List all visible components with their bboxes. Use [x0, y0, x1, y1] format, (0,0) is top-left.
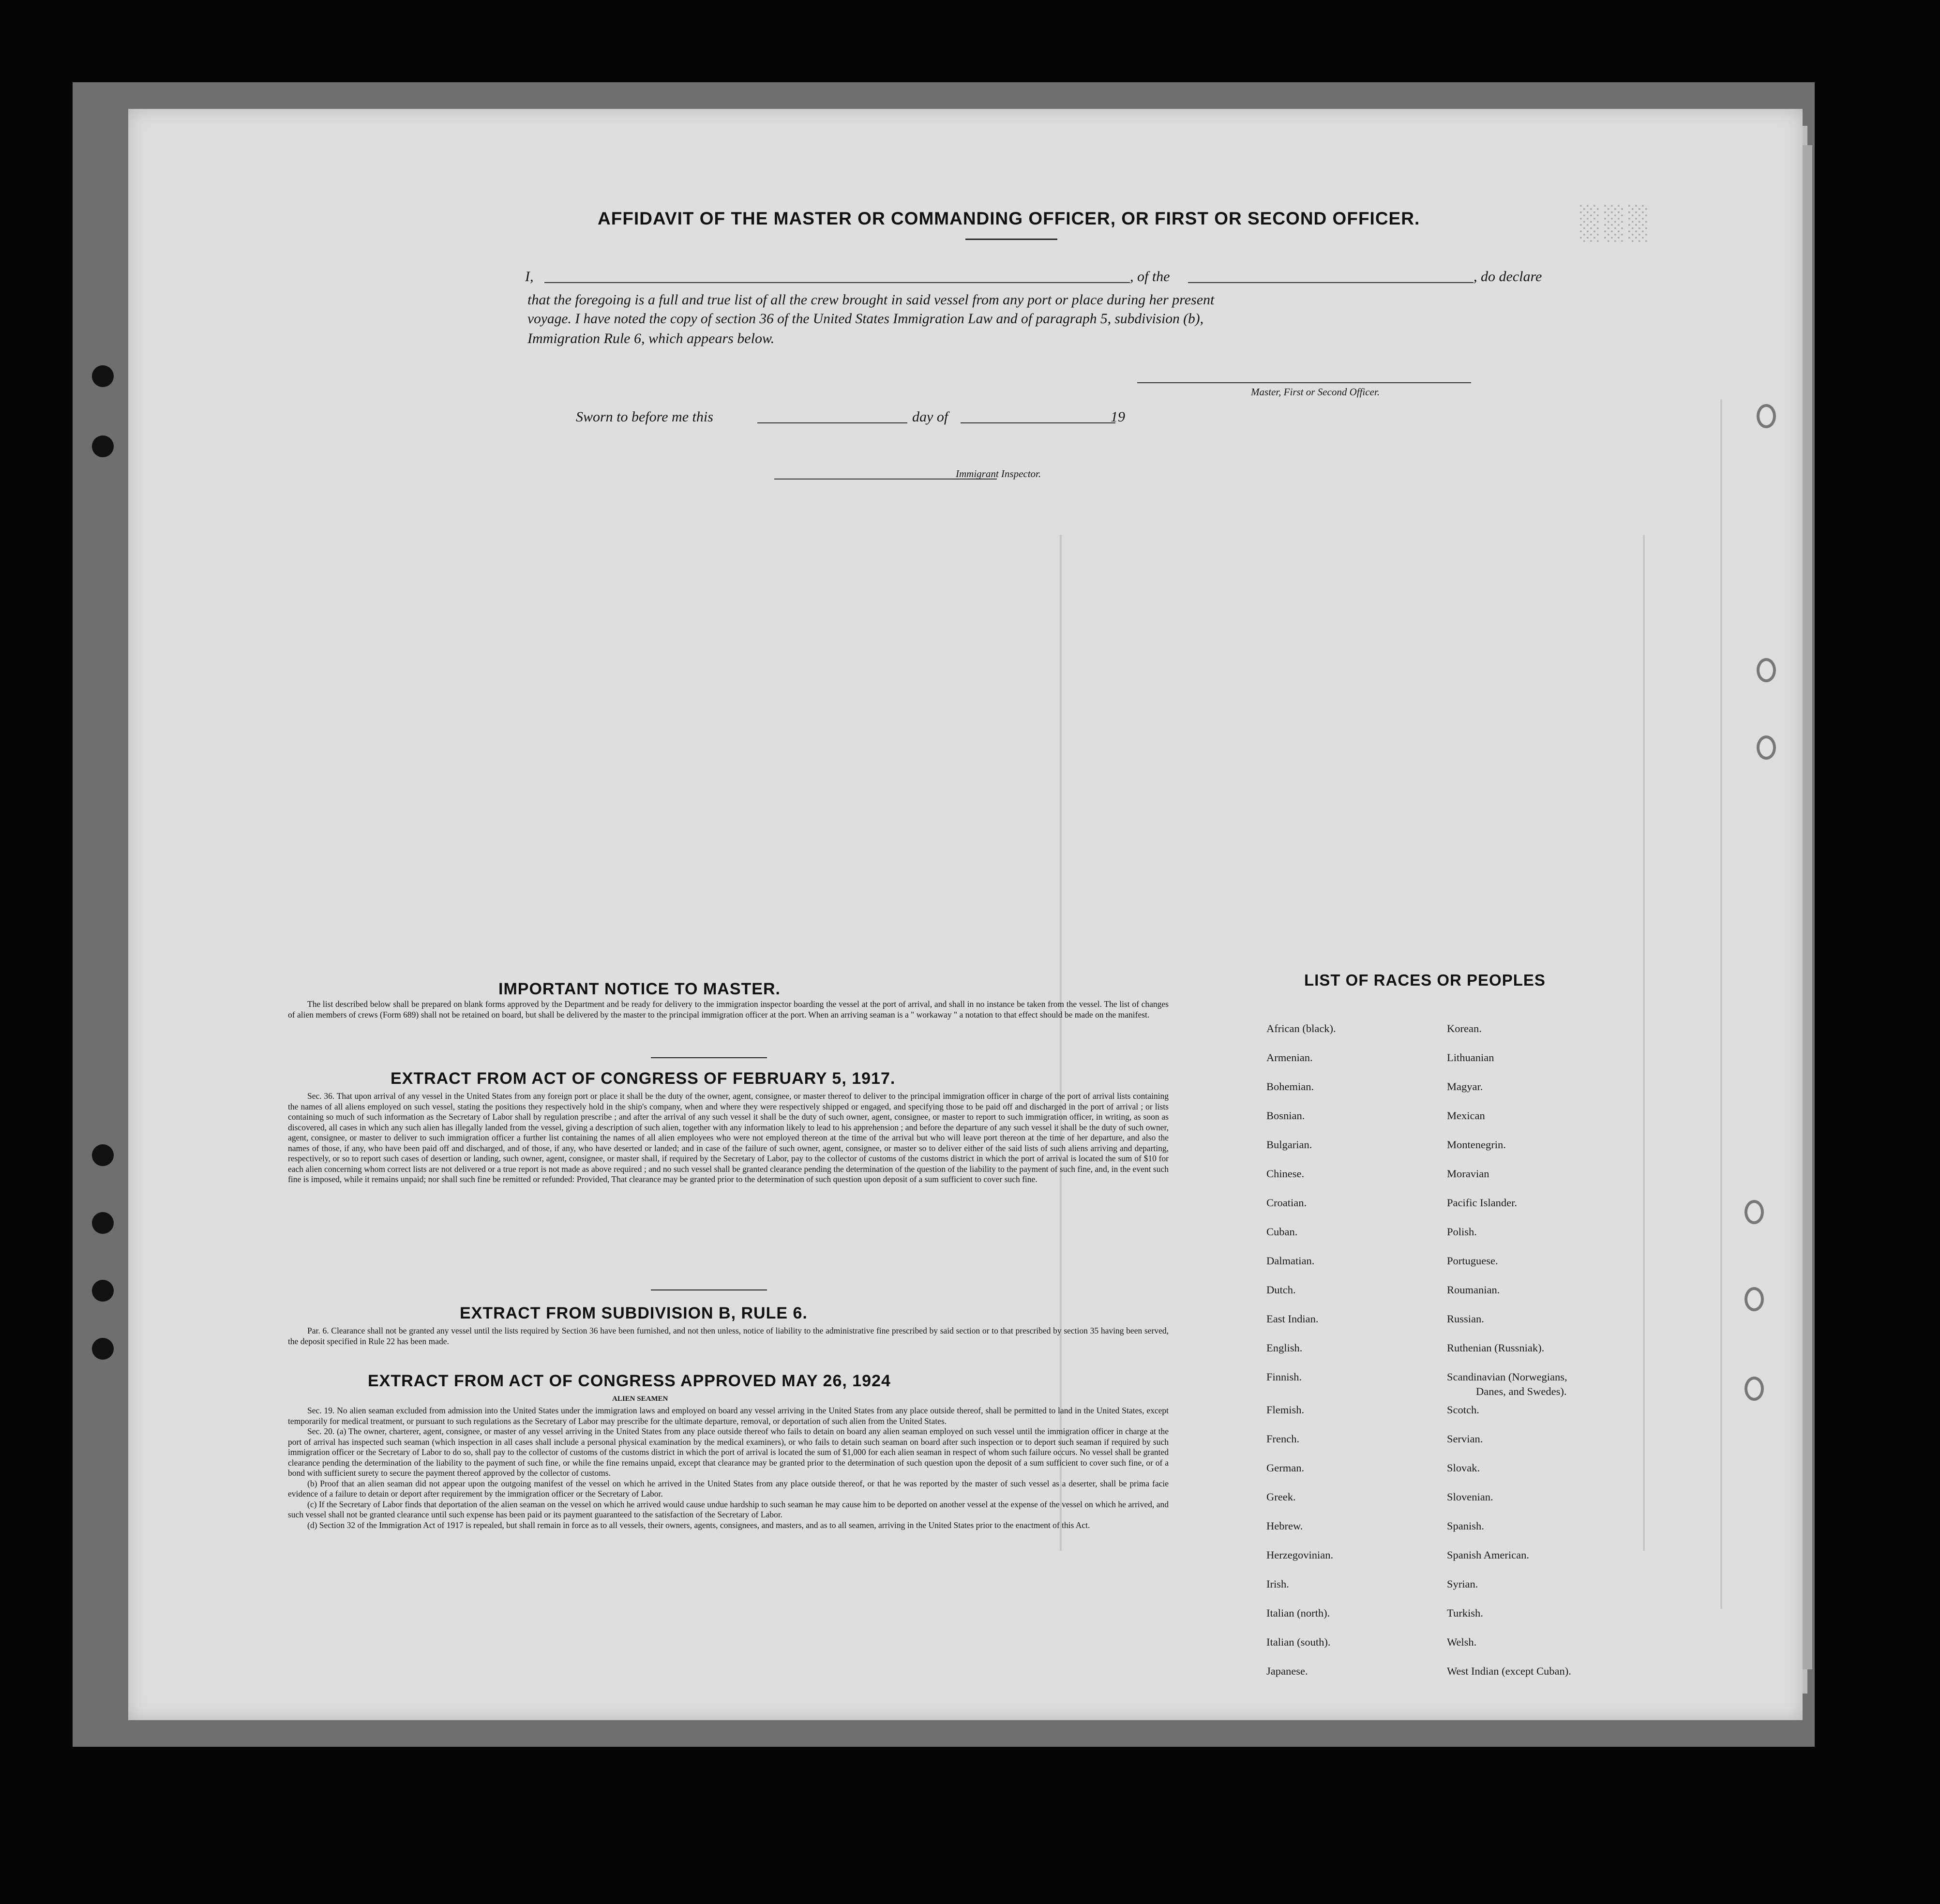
race-item: West Indian (except Cuban).	[1447, 1665, 1571, 1677]
extract-1917-body	[288, 1091, 1169, 1185]
extract-1924-sec20b: (b) Proof that an alien seaman did not appear upon the outgoing manifest of the vessel on which he arrived in the United States from any place outside thereof, or that he was reported by the master of such vessel as a deserter, shall be prima facie evidence of a failure to detain or deport after requirement by the immigration officer or the Secretary of Labor.	[288, 1478, 1169, 1499]
affidavit-i: I,	[525, 269, 534, 285]
race-item: Lithuanian	[1447, 1051, 1494, 1064]
affidavit-line-2: that the foregoing is a full and true list of all the crew brought in said vessel from any port or place during her present	[527, 292, 1215, 308]
race-item: Spanish.	[1447, 1520, 1484, 1532]
extract-1917-paragraph: Sec. 36. That upon arrival of any vessel in the United States from any foreign port or place it shall be the duty of the owner, agent, consignee, or master thereof to deliver to the principal immigration officer in charge of the port of arrival lists containing the names of all aliens employed on such vessel, stating the positions they respectively hold in the ship's company, when and where they were respectively shipped or engaged, and specifying those to be paid off and discharged in the port of arrival ; or lists containing so much of such information as the Secretary of Labor shall by regulation prescribe ; and after the arrival of any such vessel it shall be the duty of such owner, agent, consignee, or master to report to such immigration officer, in writing, as soon as discovered, all cases in which any such alien has illegally landed from the vessel, giving a description of such alien, together with any information likely to lead to his apprehension ; and before the departure of any such vessel it shall be the duty of such owner, agent, consignee, or master to deliver to such immigration officer a further list containing the names of all alien employees who were not employed thereon at the time of the arrival but who will leave port thereon at the time of her departure, and also the names of those, if any, who have been paid off and discharged, and of those, if any, who have deserted or landed; and in case of the failure of such owner, agent, consignee, or master so to deliver either of the said lists of such aliens arriving and departing, respectively, or so to report such cases of desertion or landing, such owner, agent, consignee, or master shall, if required by the Secretary of Labor, pay to the collector of customs of the customs district in which the port of arrival is located the sum of $10 for each alien concerning whom correct lists are not delivered or a true report is not made as above required ; and no such vessel shall be granted clearance pending the determination of the question of the liability to the payment of such fine, and, in the event such fine is imposed, while it remains unpaid; nor shall such fine be remitted or refunded: Provided, That clearance may be granted prior to the determination of such question upon deposit of a sum sufficient to cover such fine.	[288, 1091, 1169, 1184]
punch-hole	[92, 1338, 114, 1360]
affidavit-declare: , do declare	[1474, 269, 1542, 285]
extract-rule6-title: EXTRACT FROM SUBDIVISION B, RULE 6.	[460, 1304, 808, 1322]
race-item: German.	[1266, 1462, 1305, 1474]
race-item: Slovenian.	[1447, 1491, 1493, 1503]
affidavit-of-the: , of the	[1130, 269, 1170, 285]
punch-hole	[92, 1280, 114, 1302]
race-item: Croatian.	[1266, 1197, 1307, 1209]
race-item: Montenegrin.	[1447, 1139, 1506, 1151]
extract-1924-sec20c: (c) If the Secretary of Labor finds that deportation of the alien seaman on the vessel on which he arrived would cause undue hardship to such seaman he may cause him to be deported on another vessel at the expense of the vessel on which he arrived, and such vessel shall not be granted clearance until such expense has been paid or its payment guaranteed to the satisfaction of the Secretary of Labor.	[288, 1499, 1169, 1519]
sworn-prefix: Sworn to before me this	[576, 409, 713, 425]
race-item: Italian (south).	[1266, 1636, 1331, 1648]
signature-line	[1137, 382, 1471, 383]
race-item: Slovak.	[1447, 1462, 1480, 1474]
race-item: Servian.	[1447, 1433, 1483, 1445]
race-item: Irish.	[1266, 1578, 1289, 1590]
extract-rule6-paragraph: Par. 6. Clearance shall not be granted any vessel until the lists required by Section 36 have been furnished, and not then unless, notice of liability to the administrative fine prescribed by said section or to that prescribed by section 35 having been served, the deposit specified in Rule 22 has been made.	[288, 1326, 1169, 1346]
race-item: Ruthenian (Russniak).	[1447, 1342, 1545, 1354]
binder-ring-hole	[1744, 1287, 1764, 1311]
extract-1924-subtitle: ALIEN SEAMEN	[612, 1395, 668, 1403]
binder-ring-hole	[1744, 1377, 1764, 1401]
inspector-caption: Immigrant Inspector.	[956, 468, 1041, 480]
title-rule	[965, 239, 1057, 240]
bleed-through-rule	[1643, 535, 1645, 1551]
race-item: Magyar.	[1447, 1080, 1483, 1093]
race-item: Japanese.	[1266, 1665, 1308, 1677]
punch-hole	[92, 1144, 114, 1166]
race-item: Bosnian.	[1266, 1109, 1305, 1122]
race-item: Italian (north).	[1266, 1607, 1330, 1619]
race-item: Chinese.	[1266, 1168, 1305, 1180]
race-item: Dalmatian.	[1266, 1255, 1315, 1267]
binder-ring-hole	[1757, 735, 1776, 760]
extract-1924-sec20d: (d) Section 32 of the Immigration Act of 1917 is repealed, but shall remain in force as to all vessels, their owners, agents, consignees, and masters, and as to all seamen, arriving in the United States prior to the enactment of this Act.	[307, 1520, 1090, 1530]
race-item: Hebrew.	[1266, 1520, 1303, 1532]
extract-1924-sec20a: Sec. 20. (a) The owner, charterer, agent, consignee, or master of any vessel arriving in the United States from any place outside thereof who fails to detain on board any alien seaman employed on such vessel until the immigration officer in charge at the port of arrival has inspected such seaman (which inspection in all cases shall include a personal physical examination by the medical examiners), or who fails to detain such seaman on board after such inspection or to deport such seaman if required by such immigration officer or the Secretary of Labor to do so, shall pay to the collector of customs of the customs district in which the port of arrival is located the sum of $1,000 for each alien seaman in respect of whom such failure occurs. No vessel shall be granted clearance pending the determination of the liability to the payment of such fine, or while the fine remains unpaid, except that clearance may be granted prior to the determination of such question upon the deposit of a sum sufficient to cover such fine, or of a bond with sufficient surety to secure the payment thereof approved by the collector of customs.	[288, 1426, 1169, 1478]
sworn-day-of: day of	[912, 409, 948, 425]
bleed-through-rule	[1720, 399, 1722, 1609]
race-item: Moravian	[1447, 1168, 1489, 1180]
section-rule	[651, 1057, 767, 1058]
race-item: Scandinavian (Norwegians,	[1447, 1371, 1567, 1383]
race-item: Syrian.	[1447, 1578, 1478, 1590]
race-item: English.	[1266, 1342, 1303, 1354]
sworn-year: 19	[1111, 409, 1125, 425]
race-item: Portuguese.	[1447, 1255, 1498, 1267]
vessel-blank	[1188, 282, 1474, 283]
binder-ring-hole	[1757, 404, 1776, 428]
race-item: Pacific Islander.	[1447, 1197, 1517, 1209]
race-item: East Indian.	[1266, 1313, 1319, 1325]
extract-1924-title: EXTRACT FROM ACT OF CONGRESS APPROVED MAY 26, 1924	[368, 1372, 891, 1390]
race-item: Roumanian.	[1447, 1284, 1500, 1296]
affidavit-line-3: voyage. I have noted the copy of section 36 of the United States Immigration Law and of paragraph 5, subdivision (b),	[527, 311, 1203, 327]
race-item: Welsh.	[1447, 1636, 1477, 1648]
race-item: Cuban.	[1266, 1226, 1298, 1238]
race-item: Bulgarian.	[1266, 1139, 1312, 1151]
race-item: Herzegovinian.	[1266, 1549, 1334, 1561]
extract-1924-body	[288, 1406, 1169, 1530]
bleed-through-rule	[1060, 535, 1062, 1551]
extract-1924-sec19: Sec. 19. No alien seaman excluded from admission into the United States under the immigration laws and employed on board any vessel arriving in the United States from any place outside thereof, shall be permitted to land in the United States, except temporarily for medical treatment, or pursuant to such regulations as the Secretary of Labor may prescribe for the ultimate departure, removal, or deportation of such alien from the United States.	[288, 1406, 1169, 1426]
extract-rule6-body	[288, 1326, 1169, 1347]
binder-ring-hole	[1744, 1200, 1764, 1224]
affidavit-line-4: Immigration Rule 6, which appears below.	[527, 330, 775, 346]
signature-caption: Master, First or Second Officer.	[1251, 386, 1380, 398]
race-item: Russian.	[1447, 1313, 1484, 1325]
punch-hole	[92, 365, 114, 387]
race-item: Flemish.	[1266, 1404, 1305, 1416]
sworn-day-blank	[757, 422, 907, 423]
notice-body	[288, 999, 1169, 1020]
race-item: Spanish American.	[1447, 1549, 1529, 1561]
race-item: French.	[1266, 1433, 1300, 1445]
race-item: Finnish.	[1266, 1371, 1302, 1383]
race-item: African (black).	[1266, 1022, 1336, 1034]
name-blank	[544, 282, 1130, 283]
affidavit-title: AFFIDAVIT OF THE MASTER OR COMMANDING OFFICER, OR FIRST OR SECOND OFFICER.	[598, 209, 1420, 228]
race-item: Polish.	[1447, 1226, 1477, 1238]
race-item: Bohemian.	[1266, 1080, 1314, 1093]
document-page	[128, 109, 1803, 1720]
sworn-month-blank	[961, 422, 1115, 423]
notice-paragraph: The list described below shall be prepared on blank forms approved by the Department and be ready for delivery to the immigration inspector boarding the vessel at the port of arrival, and shall in no instance be taken from the vessel. The list of changes of alien members of crews (Form 689) shall not be retained on board, but shall be delivered by the master to the principal immigration officer at the port. When an arriving seaman is a " workaway " a notation to that effect should be made on the manifest.	[288, 999, 1169, 1019]
races-title: LIST OF RACES OR PEOPLES	[1304, 971, 1546, 989]
extract-1917-title: EXTRACT FROM ACT OF CONGRESS OF FEBRUARY 5, 1917.	[391, 1069, 896, 1088]
race-item: Dutch.	[1266, 1284, 1296, 1296]
punch-hole	[92, 435, 114, 457]
section-rule	[651, 1289, 767, 1290]
race-item: Greek.	[1266, 1491, 1296, 1503]
punch-hole	[92, 1212, 114, 1234]
race-item: Scotch.	[1447, 1404, 1479, 1416]
race-item: Mexican	[1447, 1109, 1485, 1122]
binder-ring-hole	[1757, 658, 1776, 682]
bleed-through-text: ░░░	[1580, 206, 1653, 244]
race-item: Armenian.	[1266, 1051, 1313, 1064]
race-item-continuation: Danes, and Swedes).	[1476, 1385, 1567, 1397]
notice-title: IMPORTANT NOTICE TO MASTER.	[498, 980, 781, 998]
race-item: Turkish.	[1447, 1607, 1483, 1619]
race-item: Korean.	[1447, 1022, 1482, 1034]
